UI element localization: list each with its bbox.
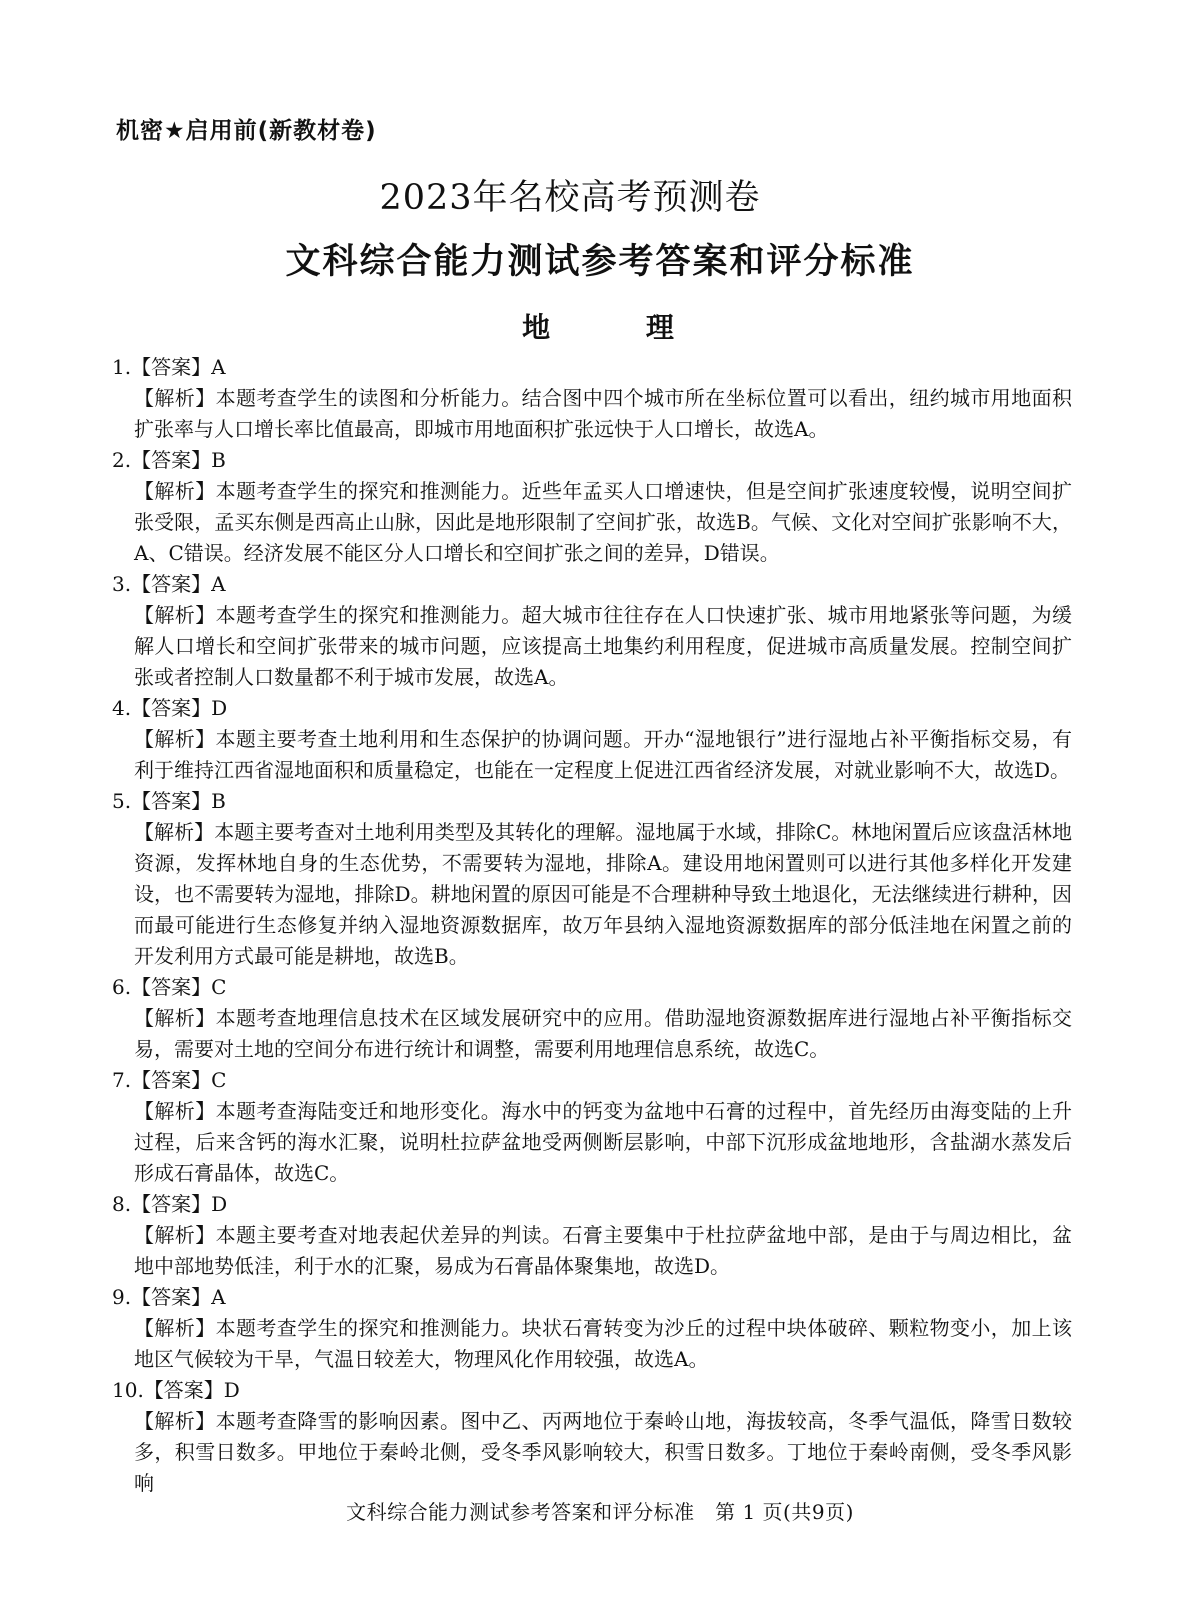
question-item [112, 693, 1072, 786]
subject-heading: 地 理 [522, 311, 702, 344]
question-item [112, 352, 1072, 445]
question-item [112, 1065, 1072, 1189]
question-item [112, 786, 1072, 972]
explanation-text: 【解析】本题考查学生的读图和分析能力。结合图中四个城市所在坐标位置可以看出，纽约城市用地面积扩张率与人口增长率比值最高，即城市用地面积扩张远快于人口增长，故选A。 [134, 386, 1072, 441]
explanation-text: 【解析】本题主要考查土地利用和生态保护的协调问题。开办“湿地银行”进行湿地占补平衡指标交易，有利于维持江西省湿地面积和质量稳定，也能在一定程度上促进江西省经济发展，对就业影响不大，故选D。 [134, 727, 1072, 782]
exam-subtitle: 文科综合能力测试参考答案和评分标准 [285, 242, 915, 282]
explanation-text: 【解析】本题考查学生的探究和推测能力。超大城市往往存在人口快速扩张、城市用地紧张等问题，为缓解人口增长和空间扩张带来的城市问题，应该提高土地集约利用程度，促进城市高质量发展。控制空间扩张或者控制人口数量都不利于城市发展，故选A。 [134, 603, 1072, 689]
question-item [112, 445, 1072, 569]
confidential-label: 机密★启用前(新教材卷) [116, 118, 377, 144]
explanation-text: 【解析】本题考查学生的探究和推测能力。块状石膏转变为沙丘的过程中块体破碎、颗粒物变小，加上该地区气候较为干旱，气温日较差大，物理风化作用较强，故选A。 [134, 1316, 1072, 1371]
page-footer: 文科综合能力测试参考答案和评分标准 第 1 页(共9页) [346, 1500, 854, 1524]
exam-title: 2023年名校高考预测卷 [379, 178, 761, 218]
answer-line: 5.【答案】B [112, 789, 226, 813]
question-item [112, 1282, 1072, 1375]
explanation-text: 【解析】本题考查海陆变迁和地形变化。海水中的钙变为盆地中石膏的过程中，首先经历由海变陆的上升过程，后来含钙的海水汇聚，说明杜拉萨盆地受两侧断层影响，中部下沉形成盆地地形，含盐湖水蒸发后形成石膏晶体，故选C。 [134, 1099, 1072, 1185]
explanation-text: 【解析】本题考查降雪的影响因素。图中乙、丙两地位于秦岭山地，海拔较高，冬季气温低，降雪日数较多，积雪日数多。甲地位于秦岭北侧，受冬季风影响较大，积雪日数多。丁地位于秦岭南侧，受冬季风影响 [134, 1409, 1072, 1495]
question-item [112, 972, 1072, 1065]
answer-line: 2.【答案】B [112, 448, 226, 472]
answer-line: 8.【答案】D [112, 1192, 228, 1216]
answer-line: 1.【答案】A [112, 355, 226, 379]
explanation-text: 【解析】本题考查学生的探究和推测能力。近些年孟买人口增速快，但是空间扩张速度较慢，说明空间扩张受限，孟买东侧是西高止山脉，因此是地形限制了空间扩张，故选B。气候、文化对空间扩张影响不大，A、C错误。经济发展不能区分人口增长和空间扩张之间的差异，D错误。 [134, 479, 1072, 565]
question-item [112, 569, 1072, 693]
answer-line: 6.【答案】C [112, 975, 227, 999]
explanation-text: 【解析】本题考查地理信息技术在区域发展研究中的应用。借助湿地资源数据库进行湿地占补平衡指标交易，需要对土地的空间分布进行统计和调整，需要利用地理信息系统，故选C。 [134, 1006, 1072, 1061]
answer-line: 9.【答案】A [112, 1285, 226, 1309]
question-item [112, 1375, 1072, 1499]
answer-line: 4.【答案】D [112, 696, 228, 720]
explanation-text: 【解析】本题主要考查对地表起伏差异的判读。石膏主要集中于杜拉萨盆地中部，是由于与周边相比，盆地中部地势低洼，利于水的汇聚，易成为石膏晶体聚集地，故选D。 [134, 1223, 1072, 1278]
answer-line: 3.【答案】A [112, 572, 226, 596]
answer-line: 10.【答案】D [112, 1378, 240, 1402]
question-item [112, 1189, 1072, 1282]
explanation-text: 【解析】本题主要考查对土地利用类型及其转化的理解。湿地属于水域，排除C。林地闲置后应该盘活林地资源，发挥林地自身的生态优势，不需要转为湿地，排除A。建设用地闲置则可以进行其他多样化开发建设，也不需要转为湿地，排除D。耕地闲置的原因可能是不合理耕种导致土地退化，无法继续进行耕种，因而最可能进行生态修复并纳入湿地资源数据库，故万年县纳入湿地资源数据库的部分低洼地在闲置之前的开发利用方式最可能是耕地，故选B。 [134, 820, 1072, 968]
answer-list [112, 352, 1072, 1499]
answer-line: 7.【答案】C [112, 1068, 227, 1092]
